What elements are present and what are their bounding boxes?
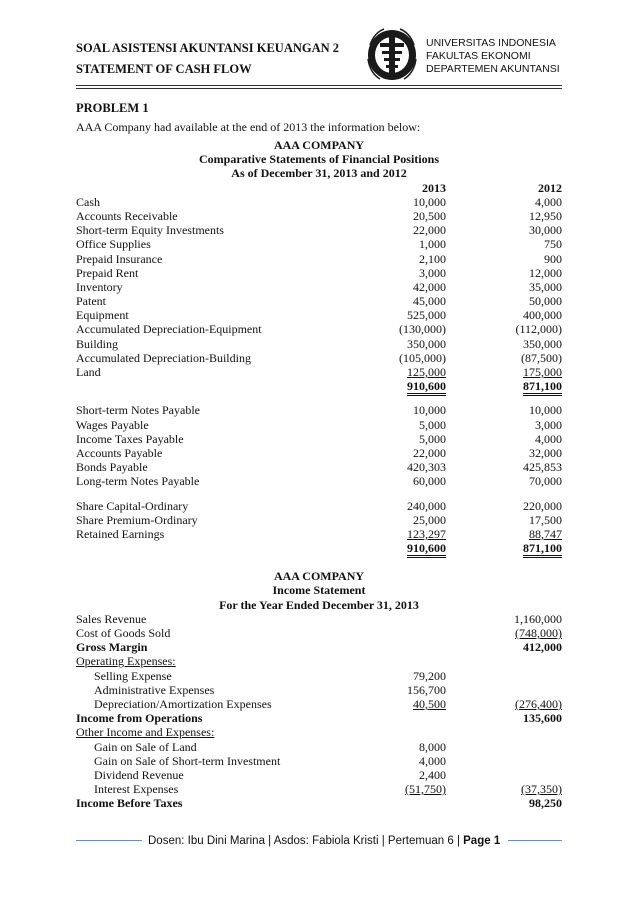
liabilities-list: [76, 403, 562, 488]
line-item-row: [76, 418, 562, 432]
line-item-row: [76, 351, 562, 365]
other-list: [76, 740, 562, 797]
line-item-label: Short-term Notes Payable: [76, 403, 200, 418]
footer-text: [148, 831, 500, 851]
department-name: DEPARTEMEN AKUNTANSI: [426, 63, 560, 75]
footer-rule-left: [76, 840, 142, 841]
line-item-value-col1: 156,700: [407, 682, 446, 697]
line-item-value-col2: 425,853: [523, 460, 562, 475]
line-item-row: [76, 322, 562, 336]
line-item-value-col1: 8,000: [419, 739, 446, 754]
line-item-row: [76, 768, 562, 782]
line-item-value-col1: 60,000: [413, 474, 446, 489]
gross-margin-row: Gross Margin 412,000: [76, 640, 562, 655]
line-item-value-col1: (105,000): [399, 350, 446, 365]
is-period: For the Year Ended December 31, 2013: [219, 597, 419, 612]
university-name: UNIVERSITAS INDONESIA: [426, 37, 556, 49]
line-item-row: [76, 683, 562, 697]
line-item-value-col1: 125,000: [407, 365, 446, 379]
line-item-value-col1: 4,000: [419, 753, 446, 768]
line-item-value-col2: 175,000: [523, 365, 562, 379]
line-item-label: Accumulated Depreciation-Equipment: [76, 322, 262, 337]
le-total-2013: 910,600: [407, 541, 446, 558]
line-item-value-col2: 10,000: [529, 403, 562, 418]
line-item-value-col1: 240,000: [407, 498, 446, 513]
line-item-value-col1: 5,000: [419, 417, 446, 432]
problem-title: PROBLEM 1: [76, 101, 149, 115]
line-item-value-col1: (130,000): [399, 322, 446, 337]
assets-total-2013: 910,600: [407, 379, 446, 396]
line-item-row: [76, 740, 562, 754]
line-item-label: Cash: [76, 194, 100, 209]
line-item-row: [76, 754, 562, 768]
assets-total-row: [76, 379, 562, 393]
line-item-label: Land: [76, 365, 101, 379]
line-item-value-col1: 1,000: [419, 237, 446, 252]
line-item-row: [76, 432, 562, 446]
line-item-value-col2: 50,000: [529, 294, 562, 309]
line-item-label: Equipment: [76, 308, 129, 323]
header-divider: [76, 88, 562, 89]
line-item-row: [76, 237, 562, 251]
line-item-value-col1: 123,297: [407, 526, 446, 541]
line-item-row: [76, 403, 562, 417]
line-item-row: [76, 527, 562, 541]
line-item-value-col1: 22,000: [413, 445, 446, 460]
line-item-row: [76, 209, 562, 223]
line-item-value-col2: 35,000: [529, 279, 562, 294]
line-item-label: Accounts Receivable: [76, 208, 178, 223]
line-item-row: [76, 697, 562, 711]
line-item-row: [76, 294, 562, 308]
line-item-value-col1: 2,100: [419, 251, 446, 266]
bs-date: As of December 31, 2013 and 2012: [231, 166, 407, 181]
line-item-value-col1: 350,000: [407, 336, 446, 351]
line-item-value-col2: 30,000: [529, 223, 562, 238]
line-item-value-col2: 220,000: [523, 498, 562, 513]
line-item-row: [76, 513, 562, 527]
footer-credits: Dosen: Ibu Dini Marina | Asdos: Fabiola Kristi | Pertemuan 6 |: [148, 835, 464, 847]
line-item-label: Gain on Sale of Short-term Investment: [94, 753, 281, 768]
line-item-label: Office Supplies: [76, 237, 151, 252]
line-item-value-col1: 2,400: [419, 767, 446, 782]
line-item-value-col2: (112,000): [515, 322, 562, 337]
line-item-label: Long-term Notes Payable: [76, 474, 200, 489]
line-item-label: Patent: [76, 294, 106, 309]
line-item-value-col1: 40,500: [413, 696, 446, 711]
line-item-value-col2: (37,350): [521, 782, 562, 797]
line-item-value-col2: (276,400): [515, 696, 562, 711]
line-item-value-col2: 750: [544, 237, 562, 252]
line-item-value-col2: 12,000: [529, 265, 562, 280]
col-2012-header: 2012: [538, 180, 562, 195]
assets-list: [76, 195, 562, 379]
line-item-label: Wages Payable: [76, 417, 149, 432]
bs-title: Comparative Statements of Financial Positions: [199, 152, 439, 167]
is-company: AAA COMPANY: [273, 569, 365, 584]
university-logo-icon: [366, 25, 418, 81]
line-item-value-col1: 10,000: [413, 403, 446, 418]
other-heading-row: Other Income and Expenses:: [76, 725, 215, 740]
line-item-value-col2: (87,500): [521, 350, 562, 365]
line-item-value-col1: 420,303: [407, 460, 446, 475]
line-item-value-col2: 400,000: [523, 308, 562, 323]
line-item-value-col2: 350,000: [523, 336, 562, 351]
line-item-row: [76, 460, 562, 474]
line-item-label: Inventory: [76, 279, 123, 294]
opex-list: [76, 669, 562, 712]
line-item-row: [76, 337, 562, 351]
line-item-row: [76, 252, 562, 266]
line-item-label: Depreciation/Amortization Expenses: [94, 696, 272, 711]
header-divider: [76, 85, 562, 86]
line-item-value-col2: 3,000: [535, 417, 562, 432]
line-item-row: [76, 223, 562, 237]
income-from-operations-row: Income from Operations 135,600: [76, 711, 562, 726]
cogs-row: Cost of Goods Sold (748,000): [76, 626, 562, 640]
line-item-label: Bonds Payable: [76, 460, 148, 475]
header-left: [76, 38, 339, 80]
line-item-label: Prepaid Insurance: [76, 251, 163, 266]
line-item-label: Income Taxes Payable: [76, 431, 184, 446]
line-item-row: [76, 499, 562, 513]
bs-column-headers: [76, 181, 562, 195]
line-item-row: [76, 474, 562, 488]
line-item-row: [76, 266, 562, 280]
line-item-value-col2: 32,000: [529, 445, 562, 460]
bs-company: AAA COMPANY: [273, 138, 365, 152]
line-item-label: Accounts Payable: [76, 445, 163, 460]
line-item-row: [76, 308, 562, 322]
line-item-value-col2: 70,000: [529, 474, 562, 489]
sales-row: Sales Revenue 1,160,000: [76, 611, 562, 626]
line-item-label: Retained Earnings: [76, 526, 165, 541]
line-item-value-col1: 525,000: [407, 308, 446, 323]
topic-title: STATEMENT OF CASH FLOW: [76, 62, 252, 76]
line-item-label: Accumulated Depreciation-Building: [76, 350, 251, 365]
page-footer: [0, 831, 638, 851]
line-item-value-col2: 900: [544, 251, 562, 266]
line-item-label: Short-term Equity Investments: [76, 223, 224, 238]
line-item-value-col1: 5,000: [419, 431, 446, 446]
header-right: [426, 37, 560, 76]
line-item-row: [76, 782, 562, 796]
line-item-row: [76, 669, 562, 683]
line-item-label: Selling Expense: [94, 668, 172, 683]
line-item-label: Share Capital-Ordinary: [76, 498, 189, 513]
line-item-value-col1: 20,500: [413, 208, 446, 223]
line-item-value-col1: 3,000: [419, 265, 446, 280]
le-total-row: [76, 541, 562, 555]
line-item-value-col2: 88,747: [529, 526, 562, 541]
line-item-value-col1: 25,000: [413, 512, 446, 527]
page-number: Page 1: [463, 835, 501, 847]
line-item-value-col1: (51,750): [405, 782, 446, 797]
course-title: SOAL ASISTENSI AKUNTANSI KEUANGAN 2: [76, 41, 340, 55]
line-item-label: Gain on Sale of Land: [94, 739, 197, 754]
is-title: Income Statement: [272, 583, 366, 598]
line-item-label: Share Premium-Ordinary: [76, 512, 198, 527]
problem-intro: AAA Company had available at the end of 2013 the information below:: [76, 120, 421, 134]
line-item-value-col1: 45,000: [413, 294, 446, 309]
line-item-row: [76, 280, 562, 294]
line-item-row: [76, 195, 562, 209]
line-item-value-col2: 4,000: [535, 431, 562, 446]
line-item-value-col2: 12,950: [529, 208, 562, 223]
financial-statements: [76, 138, 562, 810]
line-item-label: Dividend Revenue: [94, 767, 184, 782]
line-item-value-col1: 79,200: [413, 668, 446, 683]
line-item-label: Building: [76, 336, 119, 351]
line-item-label: Prepaid Rent: [76, 265, 139, 280]
line-item-label: Administrative Expenses: [94, 682, 215, 697]
line-item-value-col1: 42,000: [413, 279, 446, 294]
line-item-row: [76, 446, 562, 460]
line-item-row: [76, 365, 562, 379]
footer-rule-right: [508, 840, 562, 841]
line-item-value-col2: 4,000: [535, 194, 562, 209]
assets-total-2012: 871,100: [523, 379, 562, 396]
col-2013-header: 2013: [422, 180, 446, 195]
faculty-name: FAKULTAS EKONOMI: [426, 50, 531, 62]
le-total-2012: 871,100: [523, 541, 562, 558]
line-item-value-col2: 17,500: [529, 512, 562, 527]
line-item-value-col1: 10,000: [413, 194, 446, 209]
line-item-label: Interest Expenses: [94, 782, 179, 797]
income-before-taxes-row: Income Before Taxes 98,250: [76, 796, 562, 811]
opex-heading-row: Operating Expenses:: [76, 654, 176, 669]
equity-list: [76, 499, 562, 542]
line-item-value-col1: 22,000: [413, 223, 446, 238]
